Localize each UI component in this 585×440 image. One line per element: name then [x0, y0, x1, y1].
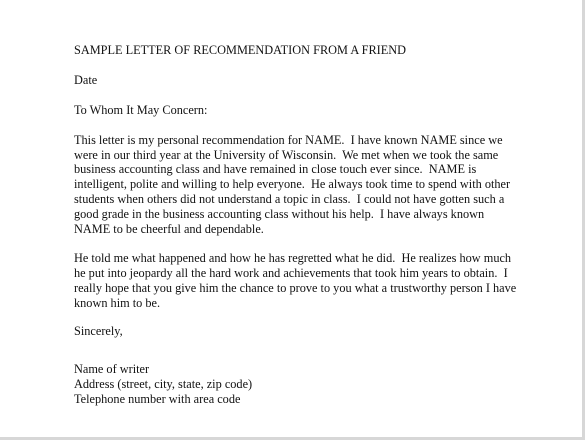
letter-date: Date — [74, 72, 98, 87]
letter-body — [74, 43, 544, 407]
paragraph-line: good grade in the business accounting class without his help. I have always known — [74, 207, 485, 222]
paragraph-line: This letter is my personal recommendation for NAME. I have known NAME since we — [74, 132, 503, 147]
paragraph-line: business accounting class and have remained in close touch ever since. NAME is — [74, 162, 477, 177]
signature-name: Name of writer — [74, 362, 150, 377]
paragraph-line: students when others did not understand a topic in class. I could not have gotten such a — [74, 192, 505, 207]
paragraph-line: known him to be. — [74, 295, 161, 310]
paragraph-regret — [74, 251, 544, 311]
paragraph-line: were in our third year at the University of Wisconsin. We met when we took the same — [74, 147, 499, 162]
signature-address: Address (street, city, state, zip code) — [74, 377, 253, 392]
signature-phone: Telephone number with area code — [74, 392, 241, 407]
paragraph-line: He told me what happened and how he has regretted what he did. He realizes how much — [74, 250, 512, 265]
paragraph-line: NAME to be cheerful and dependable. — [74, 222, 264, 237]
paragraph-line: he put into jeopardy all the hard work and achievements that took him years to obtain. I — [74, 265, 508, 280]
signature-block — [74, 362, 544, 407]
letter-title: SAMPLE LETTER OF RECOMMENDATION FROM A FRIEND — [74, 43, 407, 57]
letter-salutation: To Whom It May Concern: — [74, 102, 208, 117]
paragraph-line: really hope that you give him the chance to prove to you what a trustworthy person I have — [74, 280, 517, 295]
paragraph-recommendation — [74, 133, 544, 237]
letter-closing: Sincerely, — [74, 324, 123, 339]
paragraph-line: intelligent, polite and willing to help everyone. He always took time to spend with other — [74, 177, 511, 192]
